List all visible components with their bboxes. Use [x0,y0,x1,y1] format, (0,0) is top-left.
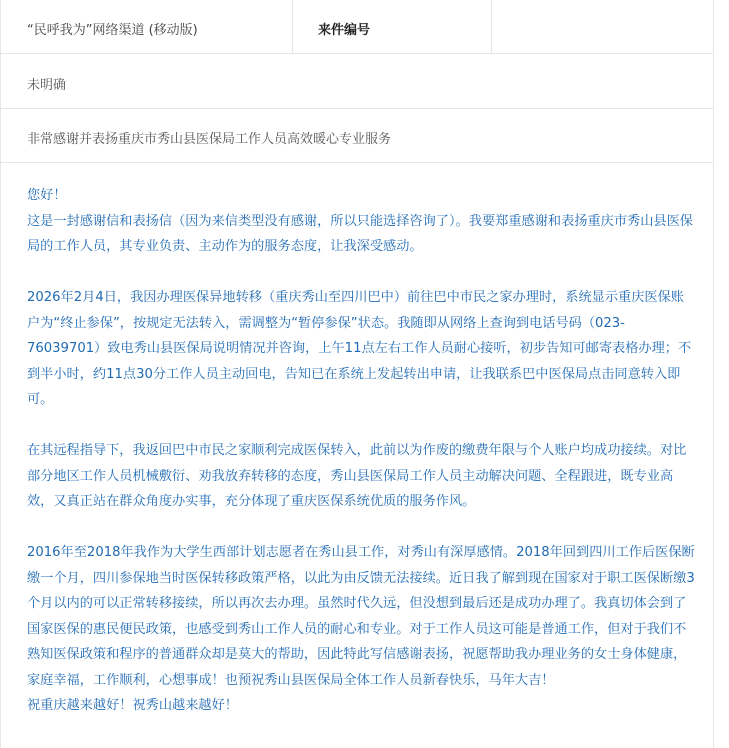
channel-cell: “民呼我为”网络渠道 (移动版) [1,0,293,53]
case-number-value [492,0,713,53]
greeting: 您好！ [27,188,67,203]
paragraph-gap [27,413,697,439]
letter-title-row [1,109,713,163]
letter-content [1,163,713,719]
paragraph-4: 2016年至2018年我作为大学生西部计划志愿者在秀山县工作，对秀山有深厚感情。2018年回到四川工作后医保断缴一个月，四川参保地当时医保转移政策严格，以此为由反馈无法接续。近日我了解到现在国家对于职工医保断缴3个月以内的可以正常转移接续，所以再次去办理。虽然时代久远，但没想到最后还是成功办理了。我真切体会到了国家医保的惠民便民政策，也感受到秀山工作人员的耐心和专业。对于工作人员这可能是普通工作，但对于我们不熟知医保政策和程序的普通群众却是莫大的帮助，因此特此写信感谢表扬，祝愿帮助我办理业务的女士身体健康，家庭幸福，工作顺利，心想事成！也预祝秀山县医保局全体工作人员新春快乐，马年大吉！ [27,545,695,688]
case-number-label: 来件编号 [293,0,492,53]
paragraph-2: 2026年2月4日，我因办理医保异地转移（重庆秀山至四川巴中）前往巴中市民之家办理时，系统显示重庆医保账户为“终止参保”，按规定无法转入，需调整为“暂停参保”状态。我随即从网络上查询到电话号码（023-76039701）致电秀山县医保局说明情况并咨询，上午11点左右工作人员耐心接听，初步告知可邮寄表格办理；不到半小时，约11点30分工作人员主动回电，告知已在系统上发起转出申请，让我联系巴中医保局点击同意转入即可。 [27,290,692,407]
paragraph-gap [27,515,697,541]
paragraph-3: 在其远程指导下，我返回巴中市民之家顺利完成医保转入，此前以为作废的缴费年限与个人账户均成功接续。对比部分地区工作人员机械敷衍、劝我放弃转移的态度，秀山县医保局工作人员主动解决问题、全程跟进，既专业高效，又真正站在群众角度办实事，充分体现了重庆医保系统优质的服务作风。 [27,443,687,509]
letter-type-value: 未明确 [27,78,67,93]
letter-type-row [1,54,713,109]
paragraph-1: 这是一封感谢信和表扬信（因为来信类型没有感谢，所以只能选择咨询了）。我要郑重感谢和表扬重庆市秀山县医保局的工作人员，其专业负责、主动作为的服务态度，让我深受感动。 [27,213,693,254]
closing: 祝重庆越来越好！祝秀山越来越好！ [27,698,238,713]
paragraph-gap [27,260,697,286]
header-row [1,0,713,54]
letter-title: 非常感谢并表扬重庆市秀山县医保局工作人员高效暖心专业服务 [27,132,392,147]
